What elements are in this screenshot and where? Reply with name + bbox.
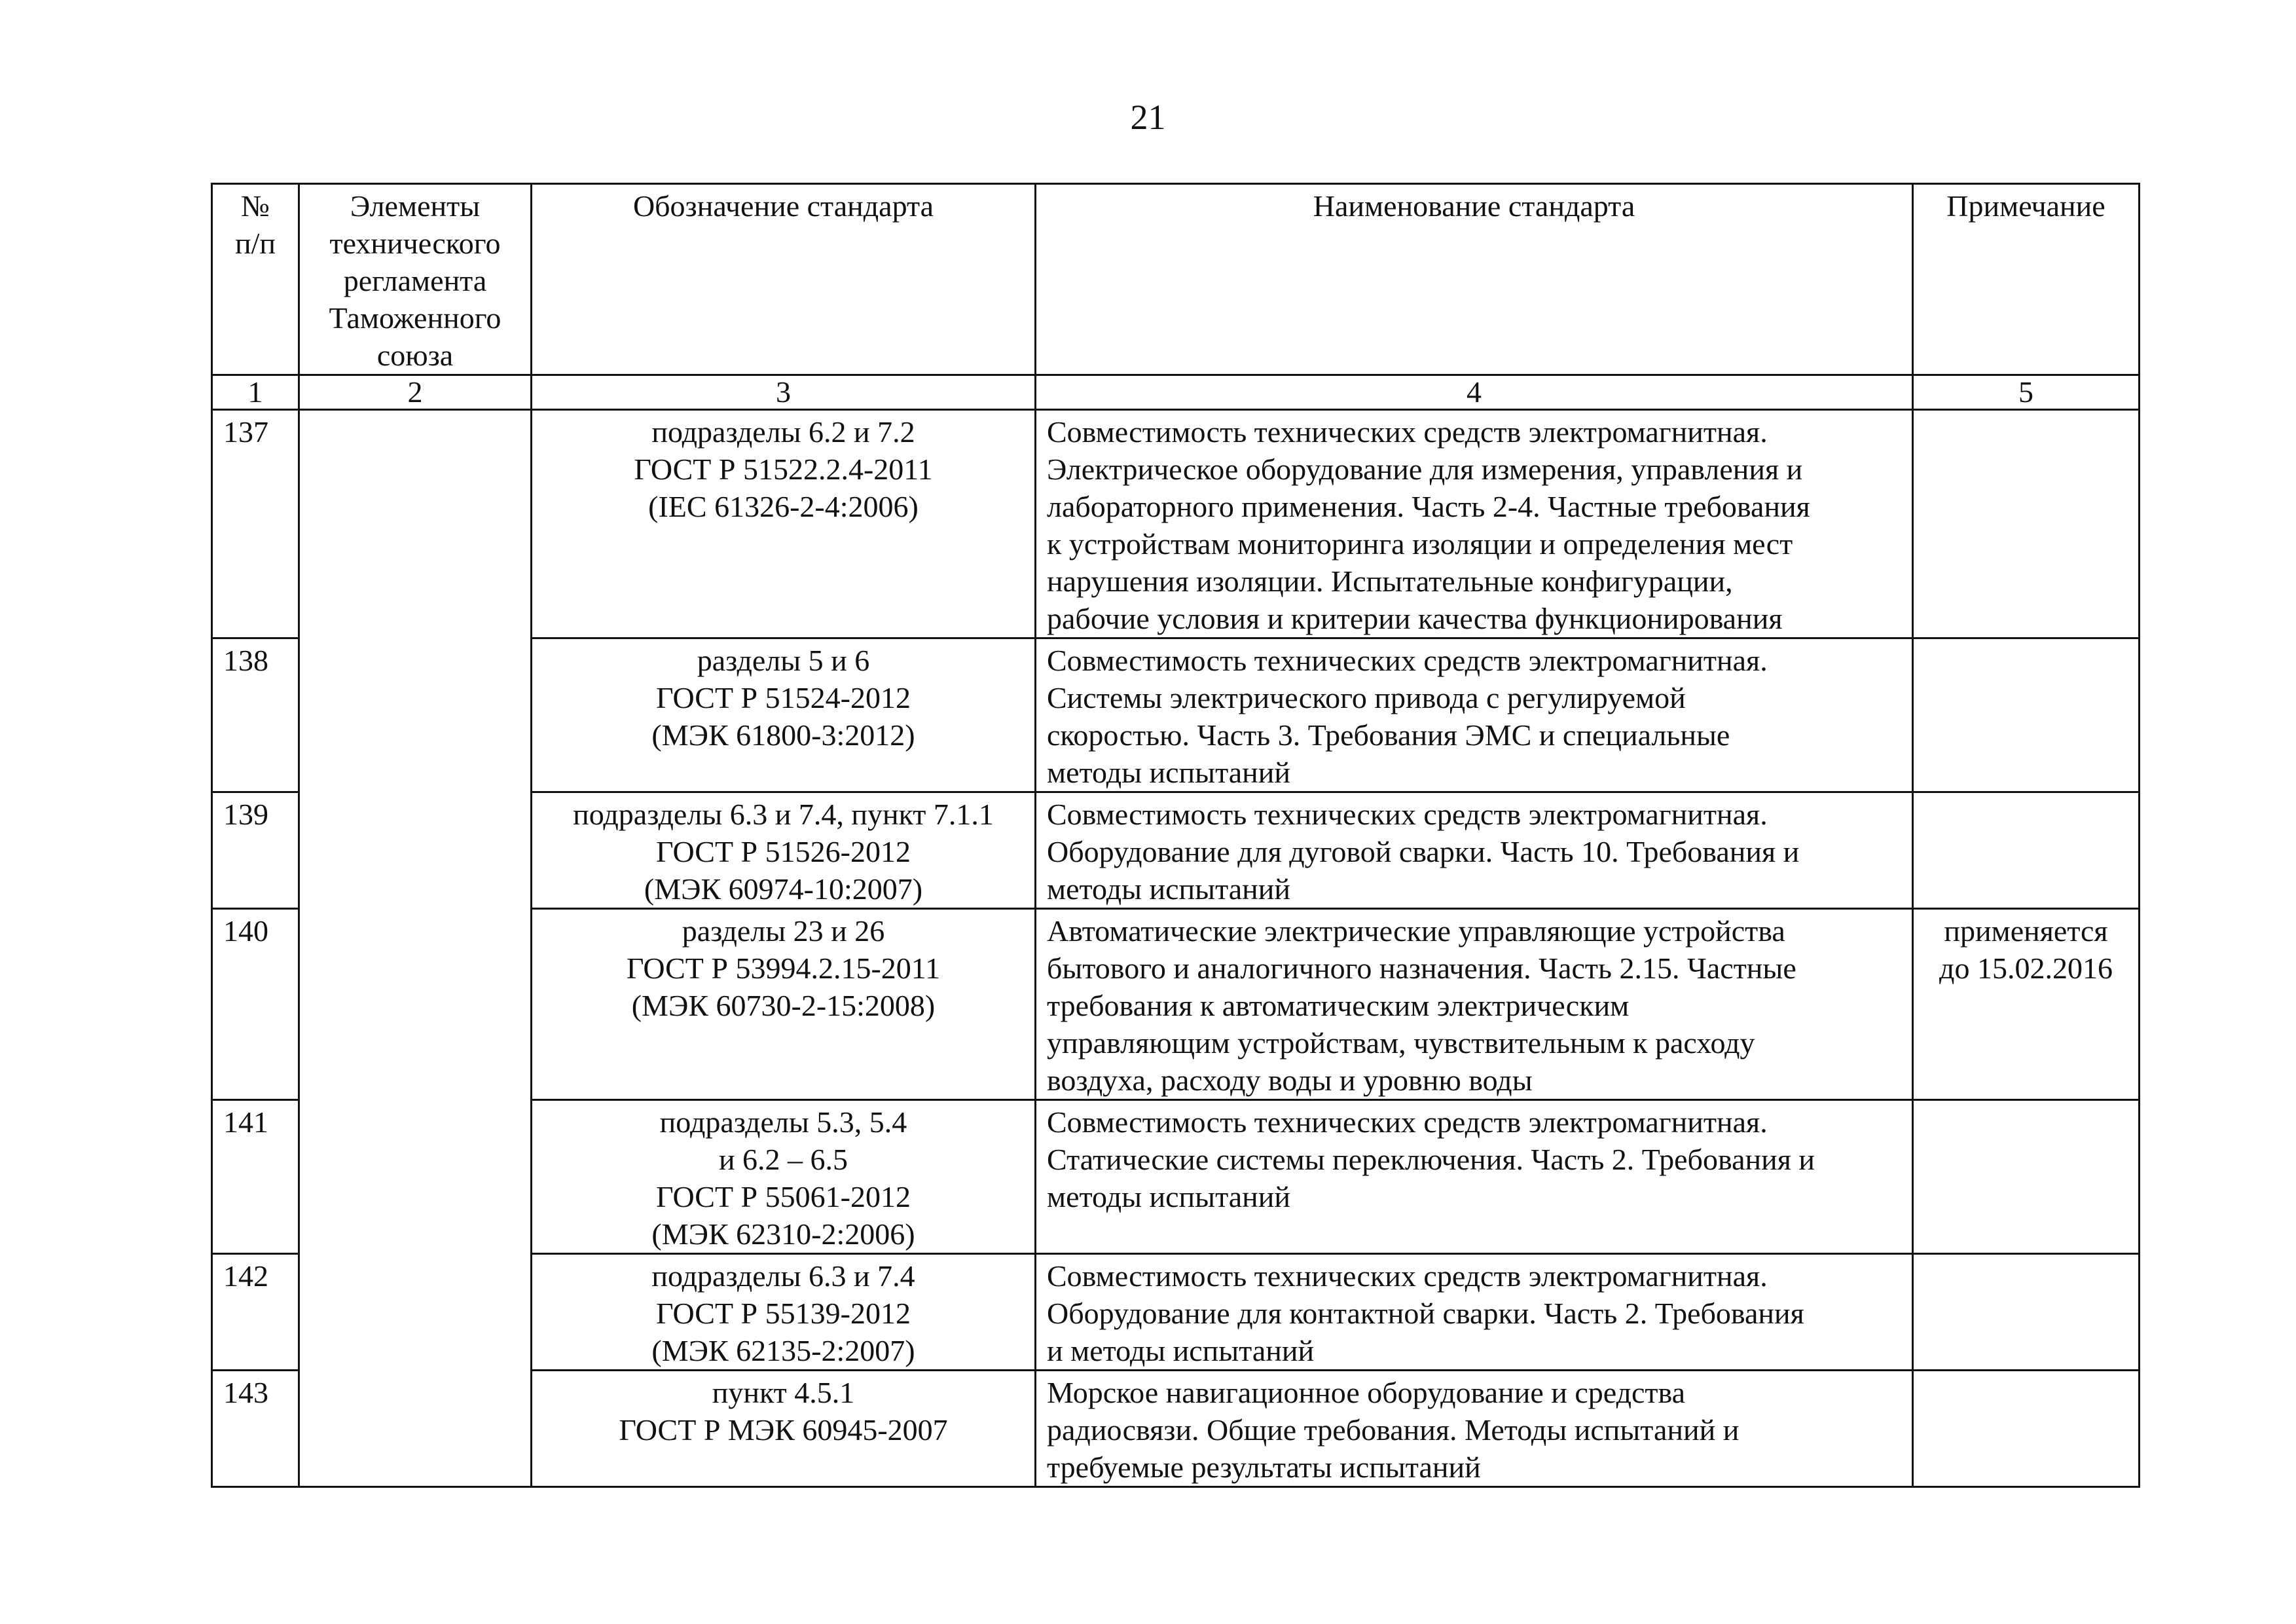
name-line: воздуха, расходу воды и уровню воды [1047,1063,1533,1097]
header-num-line: п/п [234,227,276,260]
note-line: до 15.02.2016 [1939,951,2113,985]
row-number: 137 [212,410,299,638]
name-line: Автоматические электрические управляющие устройства [1047,914,1785,948]
name-line: к устройствам мониторинга изоляции и определения мест [1047,527,1793,561]
header-designation: Обозначение стандарта [532,184,1036,375]
note-cell [1913,638,2140,792]
standards-table [211,183,2140,1488]
designation-line: подразделы 5.3, 5.4 [659,1105,907,1139]
name-line: требования к автоматическим электрическим [1047,989,1630,1022]
column-number: 1 [212,375,299,410]
row-number: 138 [212,638,299,792]
note-cell [1913,909,2140,1100]
designation-cell [532,909,1036,1100]
name-cell [1036,638,1913,792]
row-number: 140 [212,909,299,1100]
designation-line: ГОСТ Р МЭК 60945-2007 [619,1413,948,1447]
designation-line: ГОСТ Р 55139-2012 [656,1297,911,1330]
name-line: Совместимость технических средств электромагнитная. [1047,1105,1768,1139]
name-line: методы испытаний [1047,872,1290,906]
designation-line: подразделы 6.3 и 7.4 [651,1259,915,1293]
note-line: применяется [1944,914,2108,948]
column-number: 3 [532,375,1036,410]
designation-line: (МЭК 60974-10:2007) [644,872,923,906]
name-cell [1036,909,1913,1100]
name-line: скоростью. Часть 3. Требования ЭМС и специальные [1047,718,1730,752]
designation-cell [532,1371,1036,1487]
column-number: 4 [1036,375,1913,410]
name-line: и методы испытаний [1047,1334,1315,1367]
designation-line: подразделы 6.2 и 7.2 [651,415,915,449]
designation-line: подразделы 6.3 и 7.4, пункт 7.1.1 [573,798,994,831]
table-row [212,410,2140,638]
name-line: Совместимость технических средств электромагнитная. [1047,415,1768,449]
name-line: Статические системы переключения. Часть 2. Требования и [1047,1143,1815,1176]
name-line: Совместимость технических средств электромагнитная. [1047,1259,1768,1293]
header-elements-line: союза [376,339,454,372]
designation-line: (МЭК 60730-2-15:2008) [631,989,936,1022]
column-number-row [212,375,2140,410]
name-line: Системы электрического привода с регулируемой [1047,681,1686,714]
name-cell [1036,1371,1913,1487]
header-name: Наименование стандарта [1036,184,1913,375]
page-number: 21 [1130,98,1166,137]
designation-cell [532,792,1036,909]
designation-line: ГОСТ Р 53994.2.15-2011 [626,951,941,985]
row-number: 139 [212,792,299,909]
designation-line: разделы 23 и 26 [682,914,885,948]
designation-cell [532,1254,1036,1371]
name-line: Электрическое оборудование для измерения, управления и [1047,452,1803,486]
designation-line: ГОСТ Р 51526-2012 [656,835,911,868]
elements-cell [299,410,532,1487]
designation-cell [532,410,1036,638]
name-line: Морское навигационное оборудование и средства [1047,1376,1686,1409]
header-num-line: № [241,189,270,223]
designation-line: (МЭК 61800-3:2012) [651,718,915,752]
name-line: Совместимость технических средств электромагнитная. [1047,798,1768,831]
note-cell [1913,1371,2140,1487]
row-number: 142 [212,1254,299,1371]
header-note: Примечание [1913,184,2140,375]
designation-line: (МЭК 62135-2:2007) [651,1334,915,1367]
header-elements-line: технического [329,227,501,260]
header-num [212,184,299,375]
header-row [212,184,2140,375]
name-line: радиосвязи. Общие требования. Методы испытаний и [1047,1413,1740,1447]
designation-line: ГОСТ Р 51522.2.4-2011 [634,452,933,486]
name-line: нарушения изоляции. Испытательные конфигурации, [1047,564,1733,598]
designation-line: и 6.2 – 6.5 [718,1143,848,1176]
designation-cell [532,1100,1036,1254]
name-line: методы испытаний [1047,1180,1290,1213]
note-cell [1913,792,2140,909]
name-cell [1036,410,1913,638]
designation-line: ГОСТ Р 55061-2012 [656,1180,911,1213]
row-number: 143 [212,1371,299,1487]
designation-line: разделы 5 и 6 [697,644,870,677]
column-number: 2 [299,375,532,410]
designation-line: пункт 4.5.1 [712,1376,855,1409]
name-cell [1036,1100,1913,1254]
note-cell [1913,1100,2140,1254]
header-elements-line: Таможенного [329,301,501,335]
column-number: 5 [1913,375,2140,410]
name-line: управляющим устройствам, чувствительным к расходу [1047,1026,1755,1060]
name-line: бытового и аналогичного назначения. Часть 2.15. Частные [1047,951,1796,985]
name-cell [1036,792,1913,909]
note-cell [1913,1254,2140,1371]
row-number: 141 [212,1100,299,1254]
name-line: методы испытаний [1047,756,1290,789]
header-elements [299,184,532,375]
name-line: лабораторного применения. Часть 2-4. Частные требования [1047,490,1810,523]
designation-line: (МЭК 62310-2:2006) [651,1217,915,1251]
designation-line: ГОСТ Р 51524-2012 [656,681,911,714]
header-elements-line: регламента [343,264,487,297]
name-cell [1036,1254,1913,1371]
name-line: рабочие условия и критерии качества функционирования [1047,602,1783,635]
name-line: Совместимость технических средств электромагнитная. [1047,644,1768,677]
name-line: Оборудование для контактной сварки. Часть 2. Требования [1047,1297,1804,1330]
designation-line: (IEC 61326-2-4:2006) [648,490,919,523]
designation-cell [532,638,1036,792]
name-line: требуемые результаты испытаний [1047,1450,1481,1484]
name-line: Оборудование для дуговой сварки. Часть 10. Требования и [1047,835,1800,868]
header-elements-line: Элементы [350,189,481,223]
note-cell [1913,410,2140,638]
